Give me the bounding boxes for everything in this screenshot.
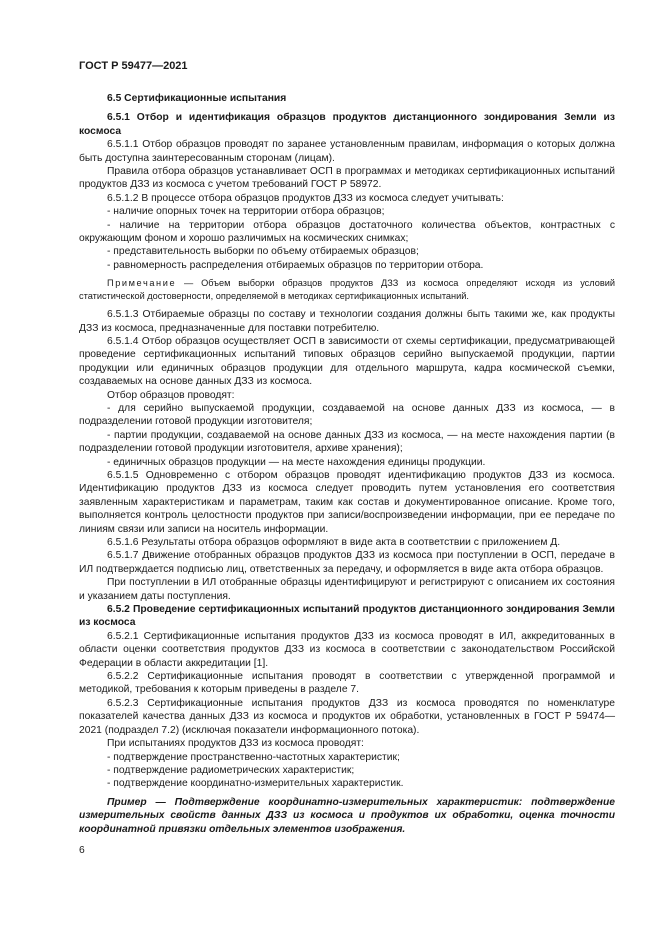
list-item: - для серийно выпускаемой продукции, создаваемой на основе данных ДЗЗ из космоса, — в подразделении готовой продукции изготовителя; xyxy=(79,402,615,428)
paragraph: 6.5.1.6 Результаты отбора образцов оформляют в виде акта в соответствии с приложением Д. xyxy=(107,537,561,548)
paragraph: При испытаниях продуктов ДЗЗ из космоса проводят: xyxy=(107,738,364,750)
paragraph: 6.5.1.5 Одновременно с отбором образцов проводят идентификацию продуктов ДЗЗ из космоса. Идентификацию продуктов ДЗЗ из космоса следует проводить путем установления его соответствия заявленным характеристикам и параметрам, таким как состав и документированное описание. Кроме того, выполняется контроль целостности продуктов при записи/воспроизведении информации, при ее передаче по линиям связи или записи на носитель информации. xyxy=(79,469,615,535)
example-text: Пример — Подтверждение координатно-измерительных характеристик: подтверждение измерительных свойств данных ДЗЗ из космоса и продуктов их обработки, оценка точности координатной привязки отдельных элементов изображения. xyxy=(79,796,615,835)
list-item: - подтверждение координатно-измерительных характеристик. xyxy=(107,778,404,790)
section-heading: 6.5 Сертификационные испытания xyxy=(107,93,287,104)
page-number: 6 xyxy=(79,845,85,856)
list-item: - равномерность распределения отбираемых образцов по территории отбора. xyxy=(107,259,484,271)
paragraph: 6.5.1.7 Движение отобранных образцов продуктов ДЗЗ из космоса при поступлении в ОСП, передаче в ИЛ подтверждается подписью лиц, ответственных за передачу, и оформляется в виде акта отбора образцов. xyxy=(79,550,615,575)
paragraph: 6.5.2.1 Сертификационные испытания продуктов ДЗЗ из космоса проводят в ИЛ, аккредитованных в области оценки соответствия продуктов ДЗЗ из космоса в соответствии с законодательством Российской Федерации в области аккредитации [1]. xyxy=(79,630,615,669)
paragraph: 6.5.1.1 Отбор образцов проводят по заранее установленным правилам, информация о которых должна быть доступна заинтересованным сторонам (лицам). xyxy=(79,139,615,164)
page-content xyxy=(79,92,615,836)
paragraph: 6.5.1.3 Отбираемые образцы по составу и технологии создания должны быть такими же, как продукты ДЗЗ из космоса, предназначенные для поставки потребителю. xyxy=(79,309,615,334)
list-item: - наличие на территории отбора образцов достаточного количества объектов, контрастных с окружающим фоном и хорошо различимых на космических снимках; xyxy=(79,219,615,245)
paragraph: Отбор образцов проводят: xyxy=(107,389,235,401)
list-item: - партии продукции, создаваемой на основе данных ДЗЗ из космоса, — на месте нахождения партии (в подразделении готовой продукции изготовителя, архиве хранения); xyxy=(79,429,615,455)
paragraph: 6.5.2.3 Сертификационные испытания продуктов ДЗЗ из космоса проводятся по номенклатуре показателей качества данных ДЗЗ из космоса и продуктов их обработки, установленных в ГОСТ Р 59474—2021 (подраздел 7.2) (исключая показатели информационного потока). xyxy=(79,697,615,736)
note-label: Примечание xyxy=(107,278,177,289)
paragraph: 6.5.1.2 В процессе отбора образцов продуктов ДЗЗ из космоса следует учитывать: xyxy=(107,192,504,204)
list-item: - единичных образцов продукции — на месте нахождения единицы продукции. xyxy=(107,456,486,468)
paragraph: Правила отбора образцов устанавливает ОСП в программах и методиках сертификационных испытаний продуктов ДЗЗ из космоса с учетом требований ГОСТ Р 58972. xyxy=(79,166,615,191)
note-text: — Объем выборки образцов продуктов ДЗЗ из космоса определяют исходя из условий статистической достоверности, определяемой в методиках сертификационных испытаний. xyxy=(79,278,615,301)
note xyxy=(79,277,615,302)
list-item: - представительность выборки по объему отбираемых образцов; xyxy=(107,246,419,258)
paragraph: При поступлении в ИЛ отобранные образцы идентифицируют и регистрируют с описанием их состояния и указанием даты поступления. xyxy=(79,577,615,602)
list-item: - подтверждение радиометрических характеристик; xyxy=(107,764,355,776)
subsection-heading-6-5-1: 6.5.1 Отбор и идентификация образцов продуктов дистанционного зондирования Земли из космоса xyxy=(79,112,615,137)
paragraph: 6.5.1.4 Отбор образцов осуществляет ОСП в зависимости от схемы сертификации, предусматривающей проведение сертификационных испытаний типовых образцов серийно выпускаемой продукции, партии продукции или единичных образцов продукции для отдельного маршрута, кадра космической съемки, создаваемых на основе данных ДЗЗ из космоса. xyxy=(79,335,615,388)
paragraph: 6.5.2.2 Сертификационные испытания проводят в соответствии с утвержденной программой и методикой, требования к которым приведены в разделе 7. xyxy=(79,671,615,696)
list-item: - подтверждение пространственно-частотных характеристик; xyxy=(107,751,400,763)
document-header: ГОСТ Р 59477—2021 xyxy=(79,60,188,72)
subsection-heading-6-5-2: 6.5.2 Проведение сертификационных испытаний продуктов дистанционного зондирования Земли из космоса xyxy=(79,604,615,629)
list-item: - наличие опорных точек на территории отбора образцов; xyxy=(107,206,385,218)
